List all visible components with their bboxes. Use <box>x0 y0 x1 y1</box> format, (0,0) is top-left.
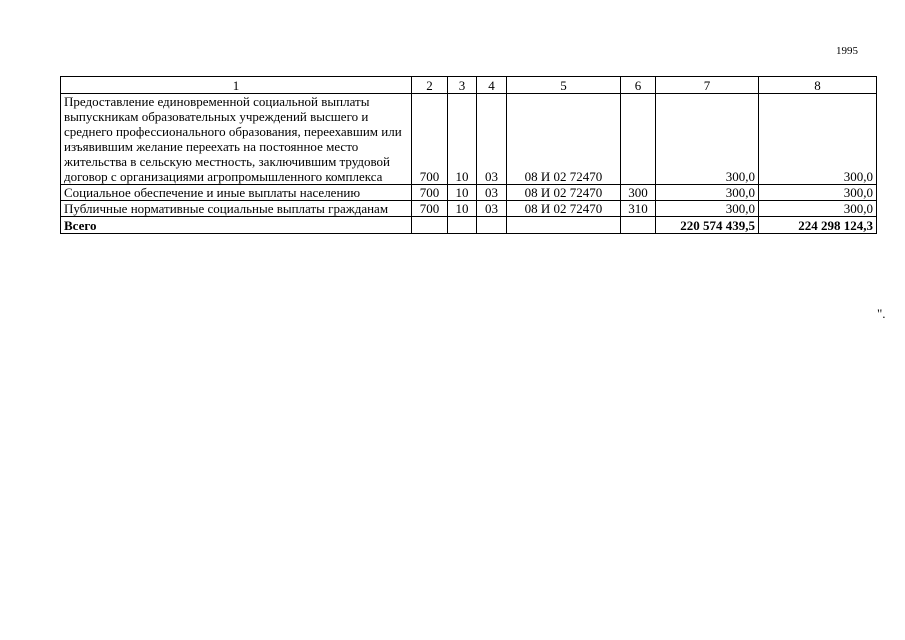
row-amount: 300,0 <box>759 94 877 185</box>
row-amount: 300,0 <box>656 94 759 185</box>
empty-cell <box>477 217 507 234</box>
row-cell: 08 И 02 72470 <box>507 94 621 185</box>
header-cell: 1 <box>61 77 412 94</box>
table-row <box>61 201 877 217</box>
row-cell: 08 И 02 72470 <box>507 185 621 201</box>
budget-table <box>60 76 877 234</box>
row-cell: 03 <box>477 94 507 185</box>
closing-quote: ". <box>877 306 886 321</box>
header-cell: 4 <box>477 77 507 94</box>
row-cell: 310 <box>621 201 656 217</box>
header-row <box>61 77 877 94</box>
row-cell: 10 <box>448 94 477 185</box>
row-cell: 03 <box>477 185 507 201</box>
total-amount: 220 574 439,5 <box>656 217 759 234</box>
row-cell: 700 <box>412 201 448 217</box>
row-amount: 300,0 <box>656 201 759 217</box>
empty-cell <box>412 217 448 234</box>
table-row <box>61 94 877 185</box>
header-cell: 7 <box>656 77 759 94</box>
empty-cell <box>448 217 477 234</box>
row-amount: 300,0 <box>759 185 877 201</box>
header-cell: 2 <box>412 77 448 94</box>
total-amount: 224 298 124,3 <box>759 217 877 234</box>
page-number: 1995 <box>836 45 858 57</box>
row-cell: 03 <box>477 201 507 217</box>
row-name: Социальное обеспечение и иные выплаты населению <box>61 185 412 201</box>
total-label: Всего <box>61 217 412 234</box>
row-cell: 10 <box>448 185 477 201</box>
row-name: Предоставление единовременной социальной выплаты выпускникам образовательных учреждений высшего и среднего профессионального образования, переехавшим или изъявившим желание переехать на постоянное место жительства в сельскую местность, заключившим трудовой договор с организациями агропромышленного комплекса <box>61 94 412 185</box>
header-cell: 6 <box>621 77 656 94</box>
row-cell: 10 <box>448 201 477 217</box>
header-cell: 5 <box>507 77 621 94</box>
row-amount: 300,0 <box>656 185 759 201</box>
table-row <box>61 185 877 201</box>
header-cell: 3 <box>448 77 477 94</box>
row-name: Публичные нормативные социальные выплаты гражданам <box>61 201 412 217</box>
total-row <box>61 217 877 234</box>
row-cell: 300 <box>621 185 656 201</box>
row-cell <box>621 94 656 185</box>
row-cell: 700 <box>412 94 448 185</box>
empty-cell <box>507 217 621 234</box>
row-cell: 08 И 02 72470 <box>507 201 621 217</box>
empty-cell <box>621 217 656 234</box>
row-cell: 700 <box>412 185 448 201</box>
row-amount: 300,0 <box>759 201 877 217</box>
header-cell: 8 <box>759 77 877 94</box>
